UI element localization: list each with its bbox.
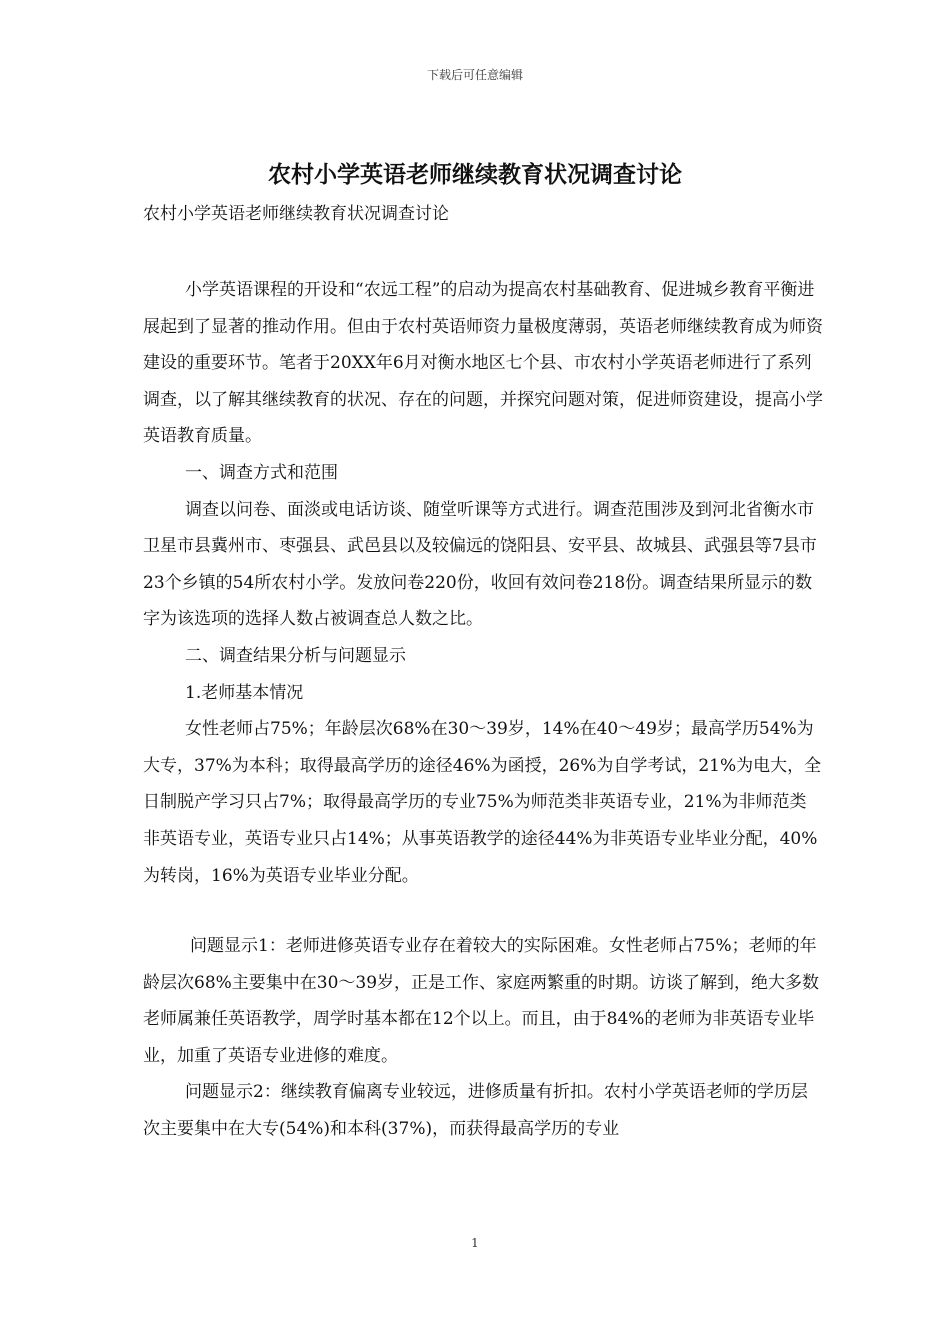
- paragraph-intro: 小学英语课程的开设和“农远工程”的启动为提高农村基础教育、促进城乡教育平衡进展起到了显著的推动作用。但由于农村英语师资力量极度薄弱，英语老师继续教育成为师资建设的重要环节。笔者于20XX年6月对衡水地区七个县、市农村小学英语老师进行了系列调查，以了解其继续教育的状况、存在的问题，并探究问题对策，促进师资建设，提高小学英语教育质量。: [143, 280, 823, 447]
- paragraph-teacher-basics: 女性老师占75%；年龄层次68%在30～39岁，14%在40～49岁；最高学历54%为大专，37%为本科；取得最高学历的途径46%为函授，26%为自学考试，21%为电大，全日制脱产学习只占7%；取得最高学历的专业75%为师范类非英语专业，21%为非师范类非英语专业，英语专业只占14%；从事英语教学的途径44%为非英语专业毕业分配，40%为转岗，16%为英语专业毕业分配。: [143, 719, 822, 886]
- document-title: 农村小学英语老师继续教育状况调查讨论: [268, 162, 682, 188]
- document-subtitle: 农村小学英语老师继续教育状况调查讨论: [143, 204, 449, 224]
- document-body: [143, 272, 823, 1148]
- subheading-teacher-basics: 1.老师基本情况: [185, 682, 304, 703]
- page-number: 1: [471, 1236, 479, 1250]
- paragraph-survey-method: 调查以问卷、面淡或电话访谈、随堂听课等方式进行。调查范围涉及到河北省衡水市卫星市县冀州市、枣强县、武邑县以及较偏远的饶阳县、安平县、故城县、武强县等7县市23个乡镇的54所农村小学。发放问卷220份，收回有效问卷218份。调查结果所显示的数字为该选项的选择人数占被调查总人数之比。: [143, 499, 817, 630]
- paragraph-problem-2: 问题显示2：继续教育偏离专业较远，进修质量有折扣。农村小学英语老师的学历层次主要集中在大专(54%)和本科(37%)，而获得最高学历的专业: [143, 1082, 808, 1140]
- section-heading-survey-method: 一、调查方式和范围: [185, 462, 338, 483]
- paragraph-problem-1: 问题显示1：老师进修英语专业存在着较大的实际困难。女性老师占75%；老师的年龄层次68%主要集中在30～39岁，正是工作、家庭两繁重的时期。访谈了解到，绝大多数老师属兼任英语教学，周学时基本都在12个以上。而且，由于84%的老师为非英语专业毕业，加重了英语专业进修的难度。: [143, 936, 820, 1066]
- section-heading-results: 二、调查结果分析与问题显示: [185, 645, 406, 666]
- header-note: 下载后可任意编辑: [426, 68, 523, 82]
